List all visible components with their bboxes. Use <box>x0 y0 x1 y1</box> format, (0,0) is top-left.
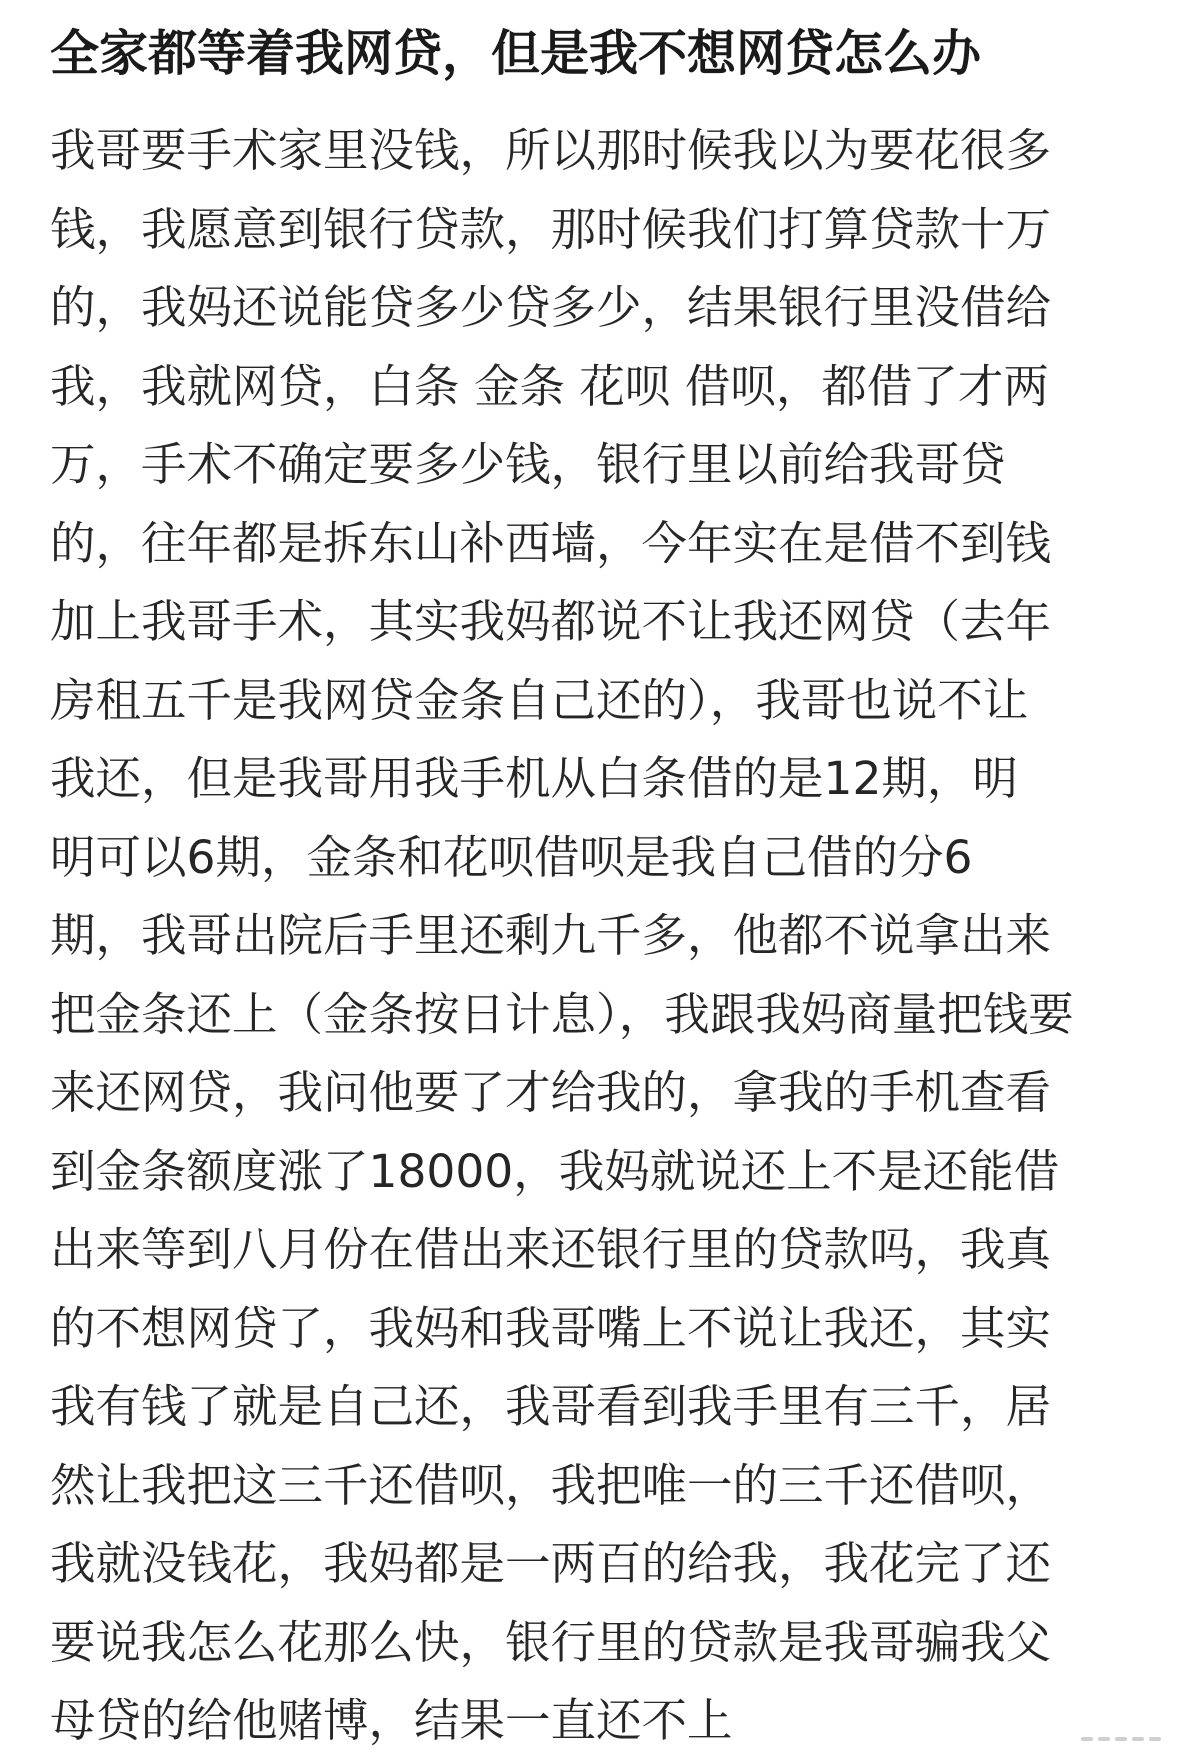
body-line: 的，我妈还说能贷多少贷多少，结果银行里没借给 <box>50 281 1052 334</box>
body-line: 母贷的给他赌博，结果一直还不上 <box>50 1694 733 1747</box>
watermark-dot <box>1081 1737 1093 1741</box>
body-line: 房租五千是我网贷金条自己还的），我哥也说不让 <box>50 673 1029 727</box>
body-line: 我，我就网贷，白条 金条 花呗 借呗，都借了才两 <box>50 359 1049 413</box>
body-line: 来还网贷，我问他要了才给我的，拿我的手机查看 <box>50 1066 1052 1119</box>
body-line: 把金条还上（金条按日计息），我跟我妈商量把钱要 <box>50 987 1074 1041</box>
body-line: 的不想网贷了，我妈和我哥嘴上不说让我还，其实 <box>50 1301 1052 1355</box>
body-line: 要说我怎么花那么快，银行里的贷款是我哥骗我父 <box>50 1615 1052 1669</box>
body-line: 出来等到八月份在借出来还银行里的贷款吗，我真 <box>50 1223 1052 1276</box>
body-line: 钱，我愿意到银行贷款，那时候我们打算贷款十万 <box>50 202 1052 256</box>
watermark-dot <box>1132 1737 1144 1741</box>
body-line: 加上我哥手术，其实我妈都说不让我还网贷（去年 <box>50 595 1052 648</box>
body-line: 到金条额度涨了18000，我妈就说还上不是还能借 <box>50 1144 1060 1198</box>
watermark-dot <box>1098 1737 1110 1741</box>
body-line: 明可以6期，金条和花呗借呗是我自己借的分6 <box>50 830 973 884</box>
body-line: 期，我哥出院后手里还剩九千多，他都不说拿出来 <box>50 909 1052 962</box>
body-line: 然让我把这三千还借呗，我把唯一的三千还借呗， <box>50 1458 1052 1512</box>
body-line: 我就没钱花，我妈都是一两百的给我，我花完了还 <box>50 1537 1052 1590</box>
watermark-dot <box>1149 1737 1161 1741</box>
watermark-dot <box>1115 1737 1127 1741</box>
post-title: 全家都等着我网贷，但是我不想网贷怎么办 <box>50 25 982 82</box>
body-line: 的，往年都是拆东山补西墙，今年实在是借不到钱 <box>50 516 1052 570</box>
body-line: 我有钱了就是自己还，我哥看到我手里有三千，居 <box>50 1380 1052 1433</box>
watermark-mark <box>1081 1737 1161 1741</box>
body-line: 我还，但是我哥用我手机从白条借的是12期，明 <box>50 752 1018 805</box>
body-line: 万，手术不确定要多少钱，银行里以前给我哥贷 <box>50 438 1006 491</box>
body-line: 我哥要手术家里没钱，所以那时候我以为要花很多 <box>50 124 1052 177</box>
post-body <box>50 112 1129 1761</box>
